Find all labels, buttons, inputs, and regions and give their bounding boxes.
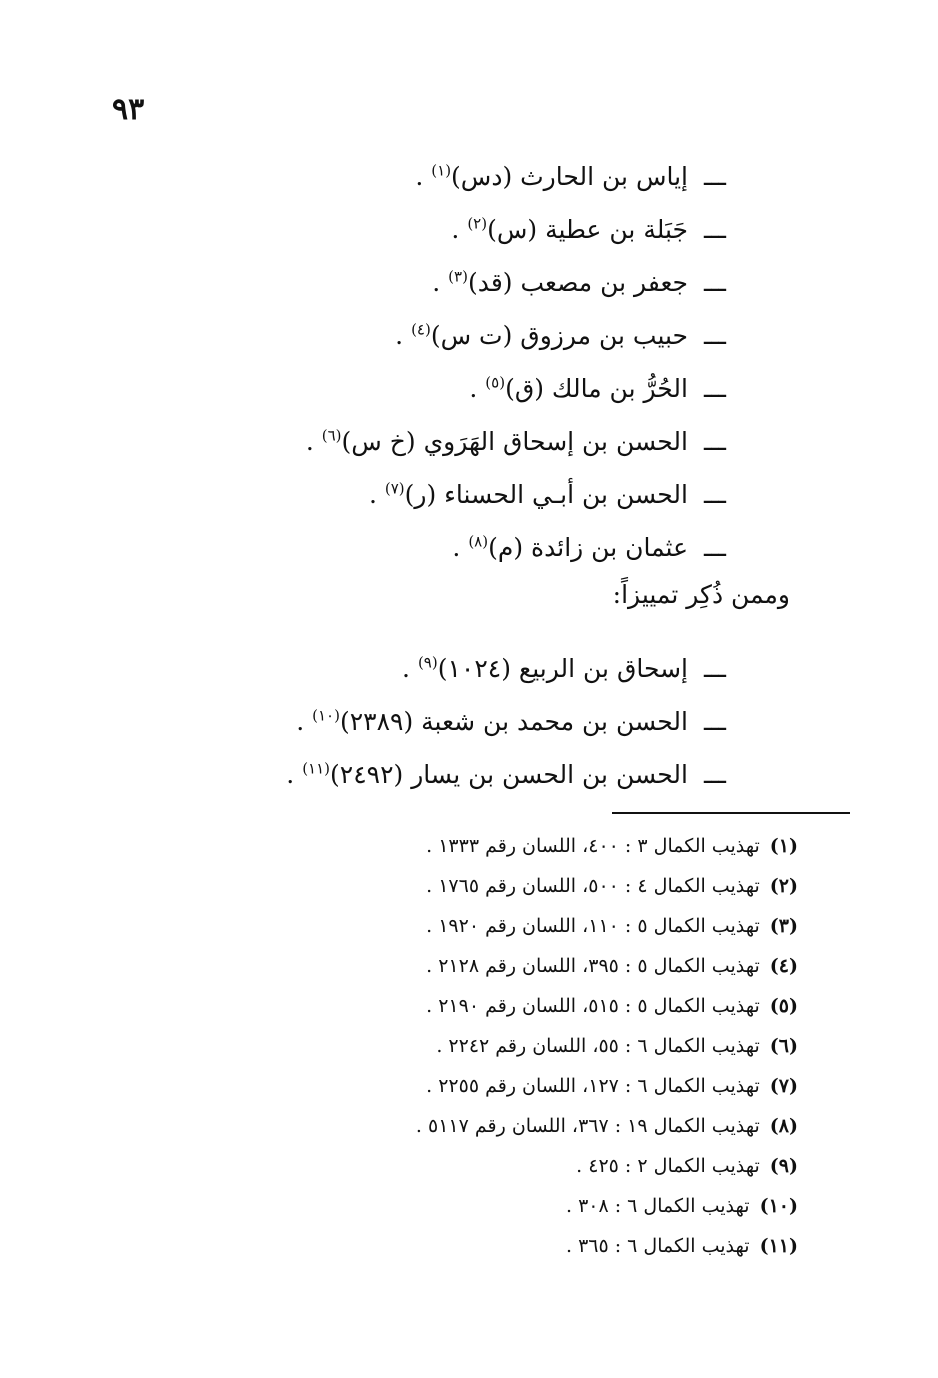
full-stop: .: [296, 707, 313, 736]
full-stop: .: [402, 654, 418, 683]
footnote-number: (٩): [769, 1155, 798, 1177]
full-stop: .: [286, 760, 303, 789]
dash: ـــ: [704, 162, 726, 191]
footnotes-list: [278, 826, 798, 1266]
footnote-number: (٨): [769, 1115, 798, 1137]
page-number: ٩٣: [112, 92, 145, 127]
footnote-number: (٦): [769, 1035, 798, 1057]
footnote-ref[interactable]: (٢): [467, 214, 488, 233]
footnote-text: تهذيب الكمال ٦ : ٥٥، اللسان رقم ٢٢٤٢ .: [436, 1035, 760, 1057]
footnote-text: تهذيب الكمال ٦ : ١٢٧، اللسان رقم ٢٢٥٥ .: [426, 1075, 760, 1097]
narrator-name: الحسن بن إسحاق الهَرَوي (خ س): [341, 427, 688, 456]
dash: ـــ: [704, 533, 726, 562]
dash: ـــ: [704, 707, 726, 736]
footnote-ref[interactable]: (١): [431, 161, 452, 180]
footnote-number: (١): [769, 835, 798, 857]
distinguished-entry: [70, 695, 730, 748]
narrator-name: حبيب بن مرزوق (ت س): [430, 321, 688, 350]
footnote-text: تهذيب الكمال ٦ : ٣٠٨ .: [565, 1195, 750, 1217]
footnote-number: (٧): [769, 1075, 798, 1097]
dash: ـــ: [704, 268, 726, 297]
dash: ـــ: [704, 374, 726, 403]
narrator-entry: [70, 203, 730, 256]
narrator-name: الحسن بن محمد بن شعبة (٢٣٨٩): [339, 707, 688, 736]
narrator-entry: [70, 256, 730, 309]
full-stop: .: [368, 480, 385, 509]
footnote: [278, 826, 798, 866]
narrator-name: جعفر بن مصعب (قد): [467, 268, 688, 297]
dash: ـــ: [704, 480, 726, 509]
distinguished-entry: [70, 642, 730, 695]
footnote-ref[interactable]: (٤): [411, 320, 431, 339]
footnote-number: (٣): [769, 915, 798, 937]
section-heading: وممن ذُكِر تمييزاً:: [612, 580, 790, 609]
full-stop: .: [305, 427, 322, 456]
narrator-entry: [70, 521, 730, 574]
dash: ـــ: [704, 427, 726, 456]
footnote: [278, 1066, 798, 1106]
narrator-entry: [70, 415, 730, 468]
narrator-name: الحُرُّ بن مالك (ق): [505, 374, 688, 403]
narrator-name: عثمان بن زائدة (م): [488, 533, 688, 562]
full-stop: .: [451, 215, 468, 244]
footnote-ref[interactable]: (٧): [384, 479, 405, 498]
narrator-entry: [70, 150, 730, 203]
footnote-ref[interactable]: (٥): [485, 373, 506, 392]
footnote-ref[interactable]: (١٠): [312, 706, 340, 725]
footnote-separator: [612, 812, 850, 814]
narrator-name: إياس بن الحارث (دس): [451, 162, 688, 191]
narrator-name: إسحاق بن الربيع (١٠٢٤): [437, 654, 688, 683]
full-stop: .: [432, 268, 449, 297]
footnote: [278, 866, 798, 906]
narrator-name: جَبَلة بن عطية (س): [487, 215, 688, 244]
dash: ـــ: [704, 215, 726, 244]
footnote-number: (١١): [759, 1235, 798, 1257]
narrator-entry: [70, 468, 730, 521]
footnote-text: تهذيب الكمال ٣ : ٤٠٠، اللسان رقم ١٣٣٣ .: [426, 835, 760, 857]
footnote-ref[interactable]: (١١): [302, 759, 331, 778]
narrator-list: [70, 150, 730, 574]
footnote-ref[interactable]: (٣): [448, 267, 468, 286]
dash: ـــ: [704, 654, 726, 683]
footnote: [278, 986, 798, 1026]
narrator-entry: [70, 362, 730, 415]
footnote-text: تهذيب الكمال ٢ : ٤٢٥ .: [576, 1155, 760, 1177]
footnote-text: تهذيب الكمال ٥ : ١١٠، اللسان رقم ١٩٢٠ .: [426, 915, 760, 937]
footnote-ref[interactable]: (٦): [321, 426, 342, 445]
footnote: [278, 1106, 798, 1146]
footnote-ref[interactable]: (٩): [417, 653, 438, 672]
distinguished-entry: [70, 748, 730, 801]
full-stop: .: [452, 533, 469, 562]
footnote: [278, 1026, 798, 1066]
dash: ـــ: [704, 760, 726, 789]
distinguished-list: [70, 642, 730, 801]
narrator-name: الحسن بن الحسن بن يسار (٢٤٩٢): [330, 760, 688, 789]
footnote-number: (٤): [769, 955, 798, 977]
footnote-text: تهذيب الكمال ٥ : ٣٩٥، اللسان رقم ٢١٢٨ .: [426, 955, 760, 977]
footnote-text: تهذيب الكمال ٤ : ٥٠٠، اللسان رقم ١٧٦٥ .: [426, 875, 760, 897]
footnote: [278, 946, 798, 986]
footnote-text: تهذيب الكمال ١٩ : ٣٦٧، اللسان رقم ٥١١٧ .: [415, 1115, 760, 1137]
dash: ـــ: [704, 321, 726, 350]
full-stop: .: [469, 374, 486, 403]
narrator-entry: [70, 309, 730, 362]
footnote-number: (٥): [769, 995, 798, 1017]
full-stop: .: [395, 321, 412, 350]
footnote-ref[interactable]: (٨): [468, 532, 489, 551]
footnote-text: تهذيب الكمال ٦ : ٣٦٥ .: [565, 1235, 750, 1257]
footnote-text: تهذيب الكمال ٥ : ٥١٥، اللسان رقم ٢١٩٠ .: [426, 995, 760, 1017]
footnote-number: (١٠): [759, 1195, 798, 1217]
full-stop: .: [415, 162, 432, 191]
footnote-number: (٢): [769, 875, 798, 897]
footnote: [278, 1186, 798, 1226]
footnote: [278, 1226, 798, 1266]
narrator-name: الحسن بن أبـي الحسناء (ر): [404, 480, 688, 509]
footnote: [278, 906, 798, 946]
footnote: [278, 1146, 798, 1186]
